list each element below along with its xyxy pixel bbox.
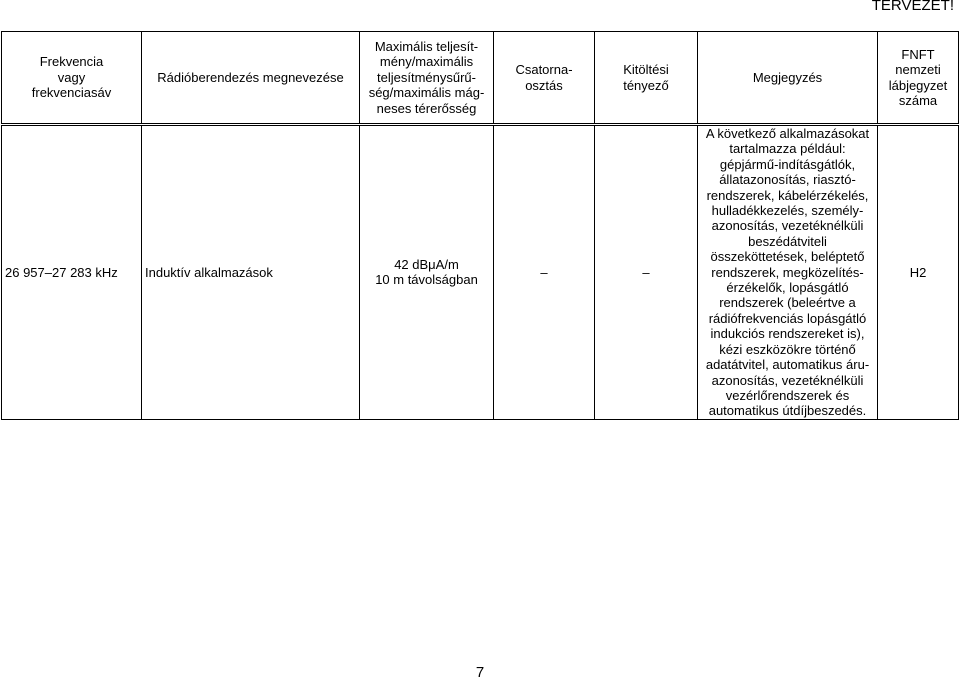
header-max-power: Maximális teljesít- mény/maximális teljesítménysűrű- ség/maximális mág- neses térerősség [360,32,494,125]
header-footnote-number: FNFT nemzeti lábjegyzet száma [878,32,959,125]
header-device-name: Rádióberendezés megnevezése [142,32,360,125]
table-header-row [2,32,959,125]
cell-remarks: A következő alkalmazásokat tartalmazza például: gépjármű-indításgátlók, állatazonosítás, riasztó- rendszerek, kábelérzékelés, hulladékkezelés, személy- azonosítás, vezetéknélküli beszédátviteli összeköttetések, beléptető rendszerek, megközelítés- érzékelők, lopásgátló rendszerek (beleértve a rádiófrekvenciás lopásgátló indukciós rendszereket is), kézi eszközökre történő adatátvitel, automatikus áru- azonosítás, vezetéknélküli vezérlőrendszerek és automatikus útdíjbeszedés. [698,125,878,420]
header-duty-cycle: Kitöltési tényező [595,32,698,125]
header-frequency: Frekvencia vagy frekvenciasáv [2,32,142,125]
cell-frequency: 26 957–27 283 kHz [2,125,142,420]
frequency-allocation-table [1,31,959,420]
page-number: 7 [475,664,485,681]
header-channel-spacing: Csatorna- osztás [494,32,595,125]
cell-channel-spacing: – [494,125,595,420]
draft-label: TERVEZET! [871,0,954,14]
cell-max-power: 42 dBμA/m 10 m távolságban [360,125,494,420]
cell-footnote-number: H2 [878,125,959,420]
table-row [2,125,959,420]
cell-device-name: Induktív alkalmazások [142,125,360,420]
header-remarks: Megjegyzés [698,32,878,125]
cell-duty-cycle: – [595,125,698,420]
